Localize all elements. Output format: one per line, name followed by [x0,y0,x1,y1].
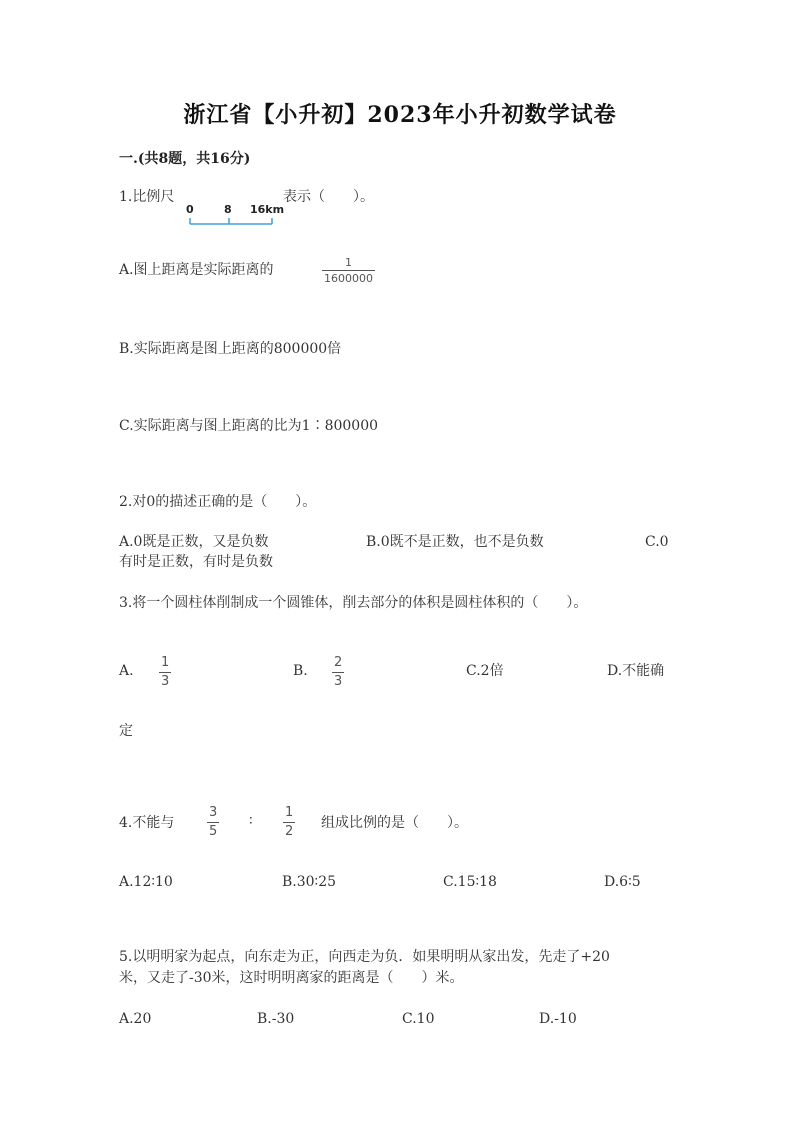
q1-option-b: B.实际距离是图上距离的800000倍 [119,341,342,357]
fraction-bar [159,672,171,673]
page-title: 浙江省【小升初】2023年小升初数学试卷 [183,102,617,128]
q5-option-a: A.20 [119,1011,152,1027]
q3-option-b-fraction [332,655,344,690]
q4-option-a: A.12∶10 [119,874,173,890]
q5-option-d: D.-10 [539,1011,577,1027]
fraction-denominator: 3 [334,674,343,689]
fraction-denominator: 2 [285,824,294,839]
scale-label-16km: 16km [250,203,285,216]
fraction-numerator: 1 [345,256,352,269]
fraction-bar [322,270,375,271]
q3-option-d-continued: 定 [119,723,133,739]
q4-fraction-2 [283,805,295,840]
q1-stem-suffix: 表示（ ）。 [283,189,374,205]
q4-ratio-colon: ∶ [249,813,253,829]
q5-stem-line1: 5.以明明家为起点，向东走为正，向西走为负．如果明明从家出发，先走了+20 [119,949,610,965]
q4-stem-prefix: 4.不能与 [119,815,175,831]
q4-option-b: B.30∶25 [282,874,337,890]
section-heading: 一.(共8题，共16分) [119,151,251,167]
scale-ruler [184,202,280,228]
q3-option-b-label: B. [293,663,308,679]
q1-option-a: A.图上距离是实际距离的 [119,262,274,278]
q1-stem-prefix: 1.比例尺 [119,189,175,205]
q3-option-a-fraction [159,655,171,690]
q2-option-c-continued: 有时是正数，有时是负数 [119,554,273,570]
fraction-numerator: 3 [209,805,218,820]
q5-stem-line2: 米，又走了-30米，这时明明离家的距离是（ ）米。 [119,970,464,986]
q4-option-d: D.6∶5 [604,874,641,890]
q4-option-c: C.15∶18 [443,874,497,890]
q5-option-c: C.10 [402,1011,435,1027]
fraction-numerator: 1 [285,805,294,820]
q2-option-c: C.0 [645,534,669,550]
fraction-numerator: 2 [334,655,343,670]
q2-stem: 2.对0的描述正确的是（ ）。 [119,494,317,510]
fraction-bar [332,672,344,673]
fraction-numerator: 1 [161,655,170,670]
fraction-denominator: 1600000 [324,272,373,285]
q5-option-b: B.-30 [257,1011,295,1027]
q1-option-c: C.实际距离与图上距离的比为1∶800000 [119,418,379,434]
fraction-bar [283,822,295,823]
q2-option-b: B.0既不是正数，也不是负数 [366,534,544,550]
q4-fraction-1 [207,805,219,840]
fraction-denominator: 5 [209,824,218,839]
q2-option-a: A.0既是正数，又是负数 [119,534,269,550]
q4-stem-suffix: 组成比例的是（ ）。 [321,815,468,831]
scale-label-8: 8 [224,203,232,216]
q3-option-d: D.不能确 [607,663,665,679]
q3-stem: 3.将一个圆柱体削制成一个圆锥体，削去部分的体积是圆柱体积的（ ）。 [119,595,588,611]
fraction-denominator: 3 [161,674,170,689]
q3-option-c: C.2倍 [466,663,504,679]
q1-option-a-fraction [322,256,375,285]
fraction-bar [207,822,219,823]
q3-option-a-label: A. [119,663,134,679]
scale-label-0: 0 [186,203,194,216]
scale-bar-figure [184,202,285,228]
